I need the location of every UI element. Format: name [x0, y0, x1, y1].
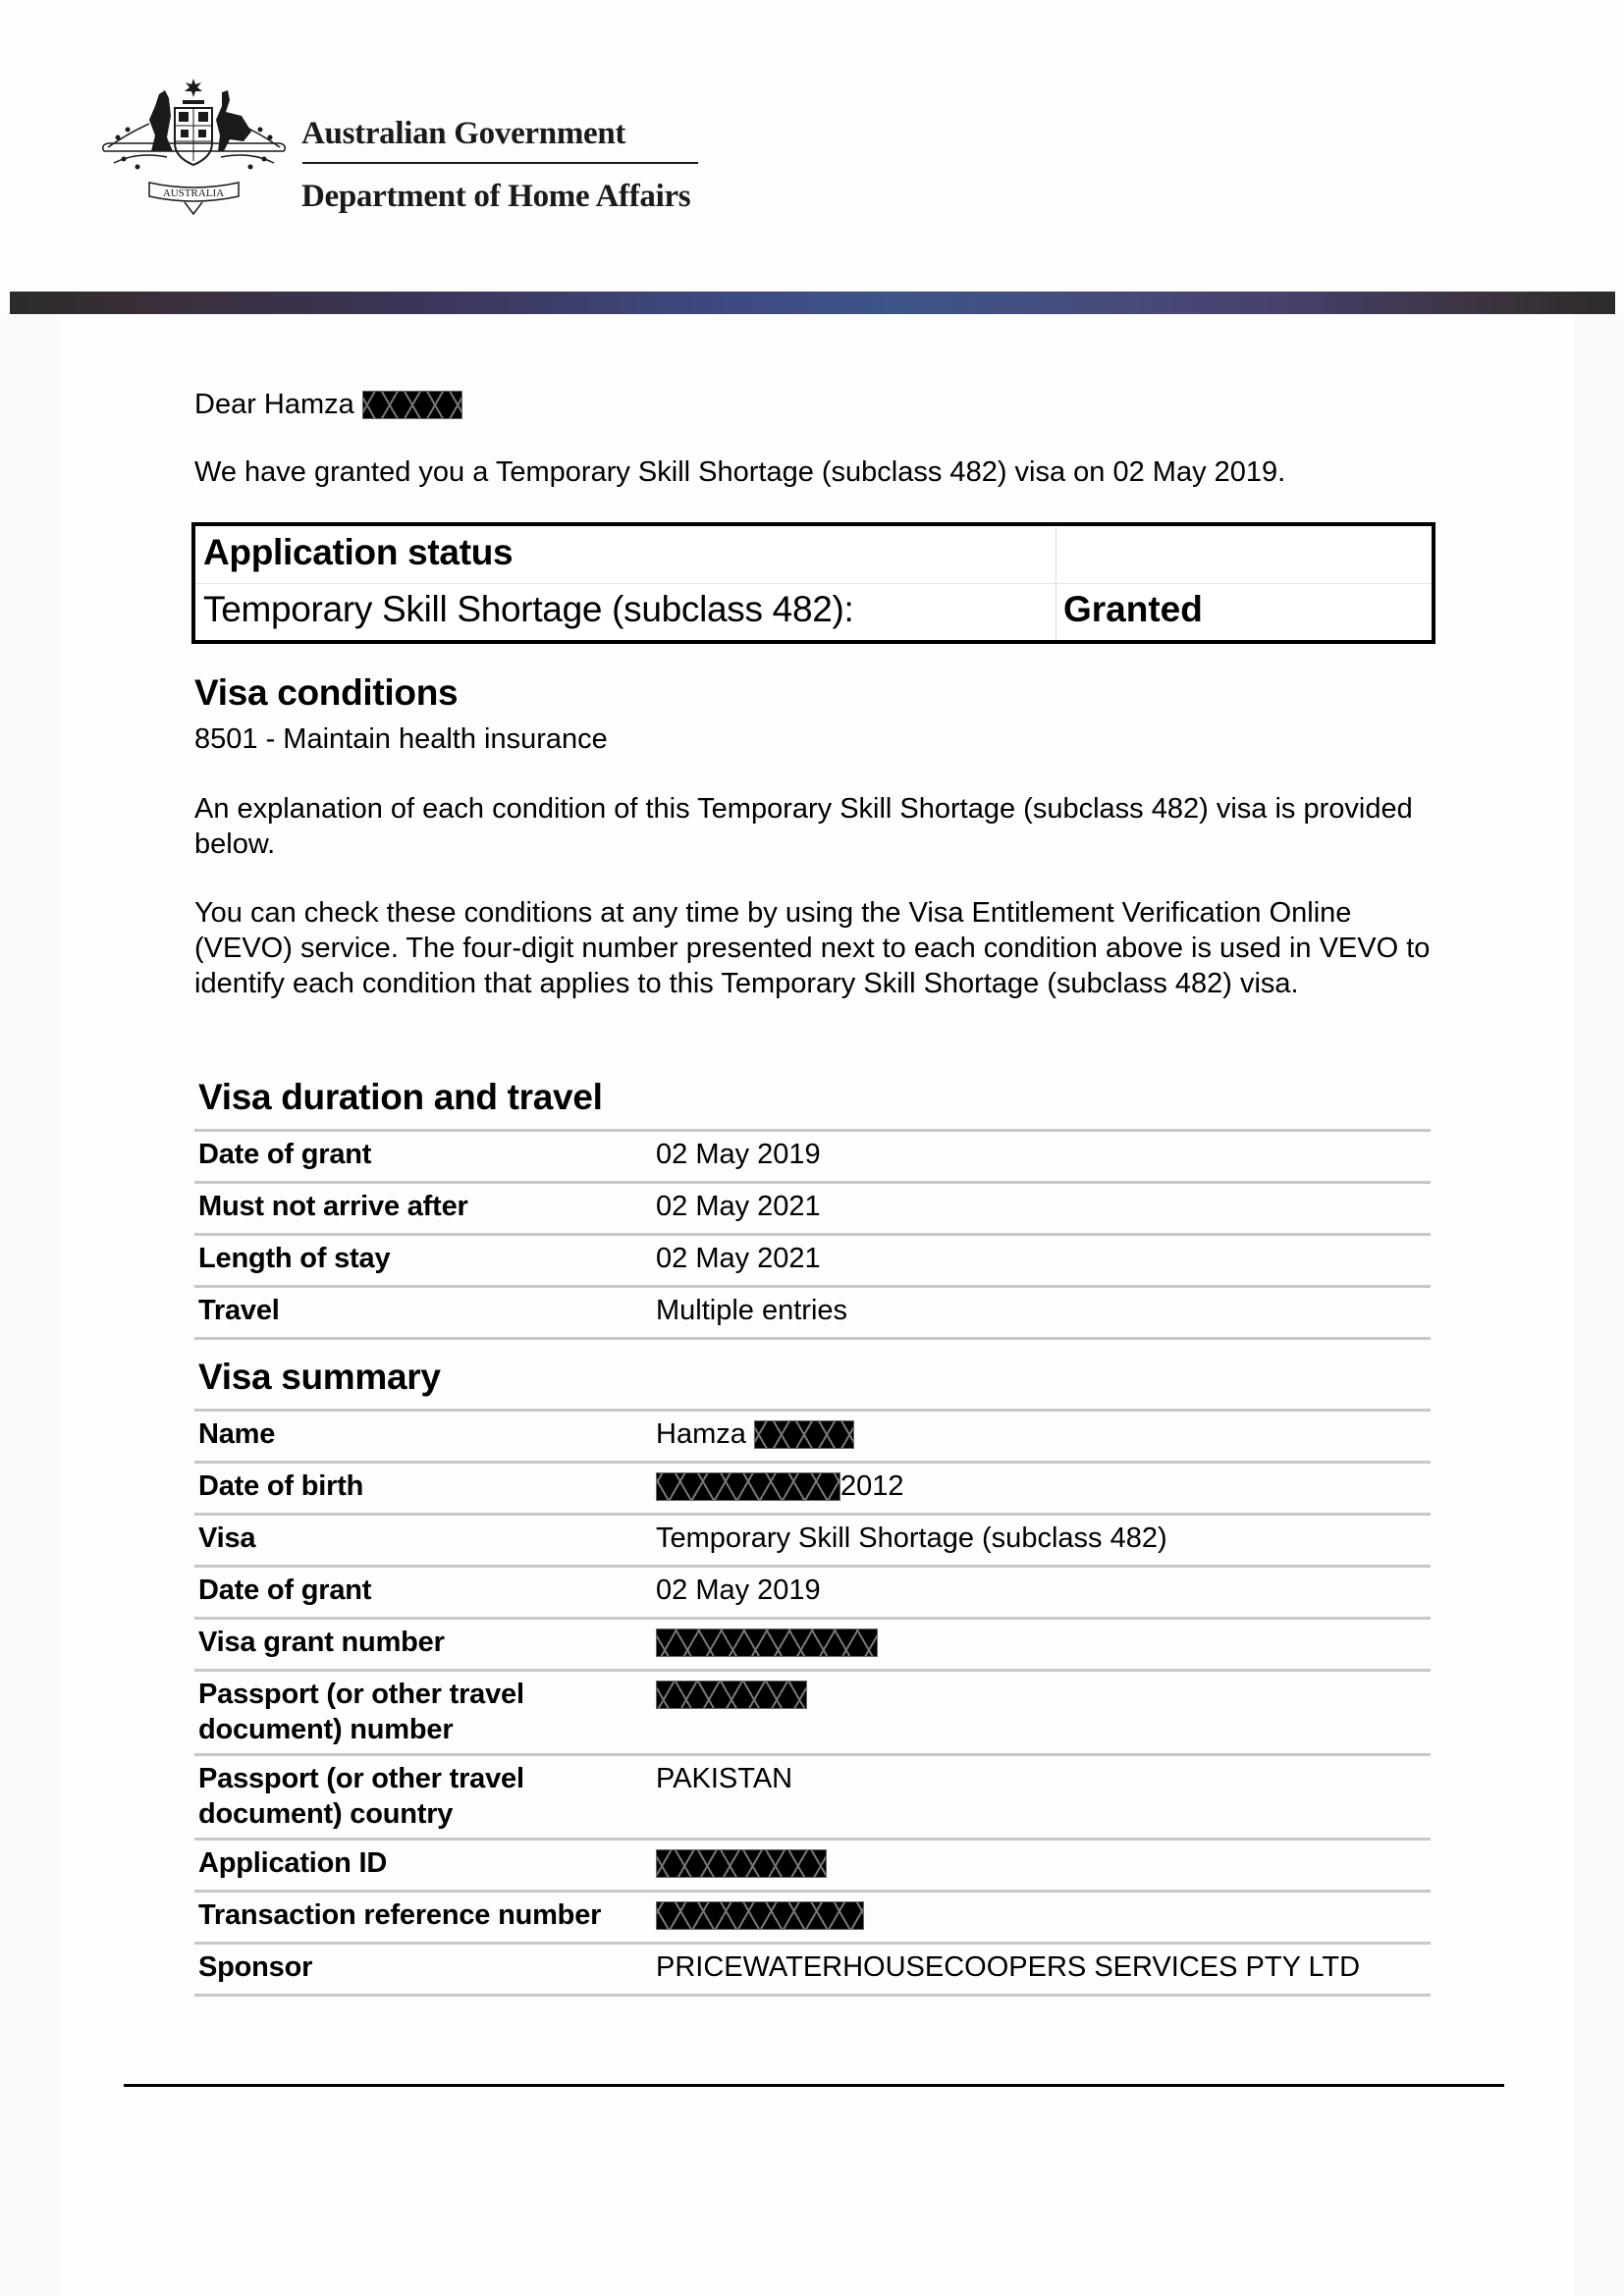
- row-label: Sponsor: [198, 1951, 313, 1983]
- table-row: [194, 1463, 1431, 1515]
- greeting-text: Dear Hamza: [194, 389, 354, 420]
- row-value: Multiple entries: [656, 1295, 848, 1326]
- row-value: 02 May 2021: [656, 1243, 821, 1274]
- visa-conditions-title: Visa conditions: [194, 672, 459, 713]
- row-value: 02 May 2019: [656, 1575, 821, 1606]
- table-row: [194, 1671, 1431, 1755]
- redacted-application-id: [656, 1849, 827, 1878]
- page-margin-left: [0, 314, 61, 2296]
- visa-duration-title: Visa duration and travel: [198, 1077, 603, 1117]
- row-value: Temporary Skill Shortage (subclass 482): [656, 1522, 1167, 1554]
- row-label: Name: [198, 1418, 276, 1450]
- row-value: 02 May 2021: [656, 1191, 821, 1222]
- redacted-birth-day-month: [656, 1472, 840, 1501]
- redacted-surname: [754, 1420, 854, 1449]
- status-title: Application status: [203, 532, 514, 572]
- status-visa-label: Temporary Skill Shortage (subclass 482):: [203, 589, 854, 629]
- table-row: [194, 1944, 1431, 1996]
- table-row: [194, 1515, 1431, 1567]
- row-label: Visa: [198, 1522, 256, 1554]
- row-label: Transaction reference number: [198, 1899, 602, 1931]
- table-row: [194, 1755, 1431, 1840]
- table-row: [194, 1840, 1431, 1892]
- department-name: Department of Home Affairs: [301, 179, 691, 214]
- application-status-box: [191, 522, 1435, 644]
- row-label: Date of grant: [198, 1575, 372, 1606]
- redacted-surname: [362, 391, 462, 419]
- status-badge: Granted: [1063, 589, 1203, 629]
- page-margin-right: [1575, 314, 1624, 2296]
- row-label: Date of grant: [198, 1139, 372, 1170]
- greeting: [194, 387, 462, 422]
- government-name: Australian Government: [301, 116, 626, 151]
- table-row: [194, 1287, 1431, 1339]
- redacted-grant-number: [656, 1629, 878, 1657]
- svg-text:AUSTRALIA: AUSTRALIA: [162, 187, 225, 199]
- footer-divider: [124, 2084, 1504, 2087]
- table-row: [194, 1892, 1431, 1944]
- table-row: [194, 1131, 1431, 1183]
- row-label: Visa grant number: [198, 1627, 445, 1658]
- header-banner: [10, 292, 1615, 314]
- row-value: [652, 1411, 1431, 1463]
- redacted-passport-number: [656, 1681, 807, 1709]
- grant-intro: We have granted you a Temporary Skill Shortage (subclass 482) visa on 02 May 2019.: [194, 456, 1286, 488]
- birth-year: 2012: [840, 1470, 904, 1502]
- table-row: [194, 1411, 1431, 1463]
- row-label: Passport (or other travel document) number: [198, 1679, 524, 1745]
- table-row: [194, 1183, 1431, 1235]
- row-value: [652, 1892, 1431, 1944]
- visa-summary-table: [194, 1409, 1431, 1997]
- row-label: Travel: [198, 1295, 280, 1326]
- name-value: Hamza: [656, 1418, 746, 1450]
- row-label: Length of stay: [198, 1243, 391, 1274]
- table-row: [194, 1567, 1431, 1619]
- row-value: [652, 1840, 1431, 1892]
- row-value: 02 May 2019: [656, 1139, 821, 1170]
- row-value: [652, 1619, 1431, 1671]
- status-row-divider: [195, 583, 1432, 584]
- condition-item: 8501 - Maintain health insurance: [194, 723, 608, 755]
- row-value: PAKISTAN: [656, 1763, 793, 1794]
- row-label: Date of birth: [198, 1470, 364, 1502]
- redacted-transaction-reference: [656, 1901, 864, 1930]
- vevo-note: You can check these conditions at any time by using the Visa Entitlement Verification Online (VEVO) service. The four-digit number presented next to each condition above is used in VEVO to identify each condition that applies to this Temporary Skill Shortage (subclass 482) visa.: [194, 897, 1431, 999]
- row-label: Passport (or other travel document) country: [198, 1763, 524, 1830]
- table-row: [194, 1619, 1431, 1671]
- coat-of-arms-icon: [98, 77, 290, 219]
- conditions-explanation: An explanation of each condition of this Temporary Skill Shortage (subclass 482) visa is provided below.: [194, 793, 1413, 860]
- row-value: [652, 1671, 1431, 1755]
- header-divider: [302, 162, 698, 164]
- visa-duration-table: [194, 1129, 1431, 1340]
- row-label: Application ID: [198, 1847, 388, 1879]
- table-row: [194, 1235, 1431, 1287]
- row-value: [652, 1463, 1431, 1515]
- row-value: PRICEWATERHOUSECOOPERS SERVICES PTY LTD: [656, 1951, 1361, 1983]
- visa-summary-title: Visa summary: [198, 1357, 441, 1397]
- row-label: Must not arrive after: [198, 1191, 468, 1222]
